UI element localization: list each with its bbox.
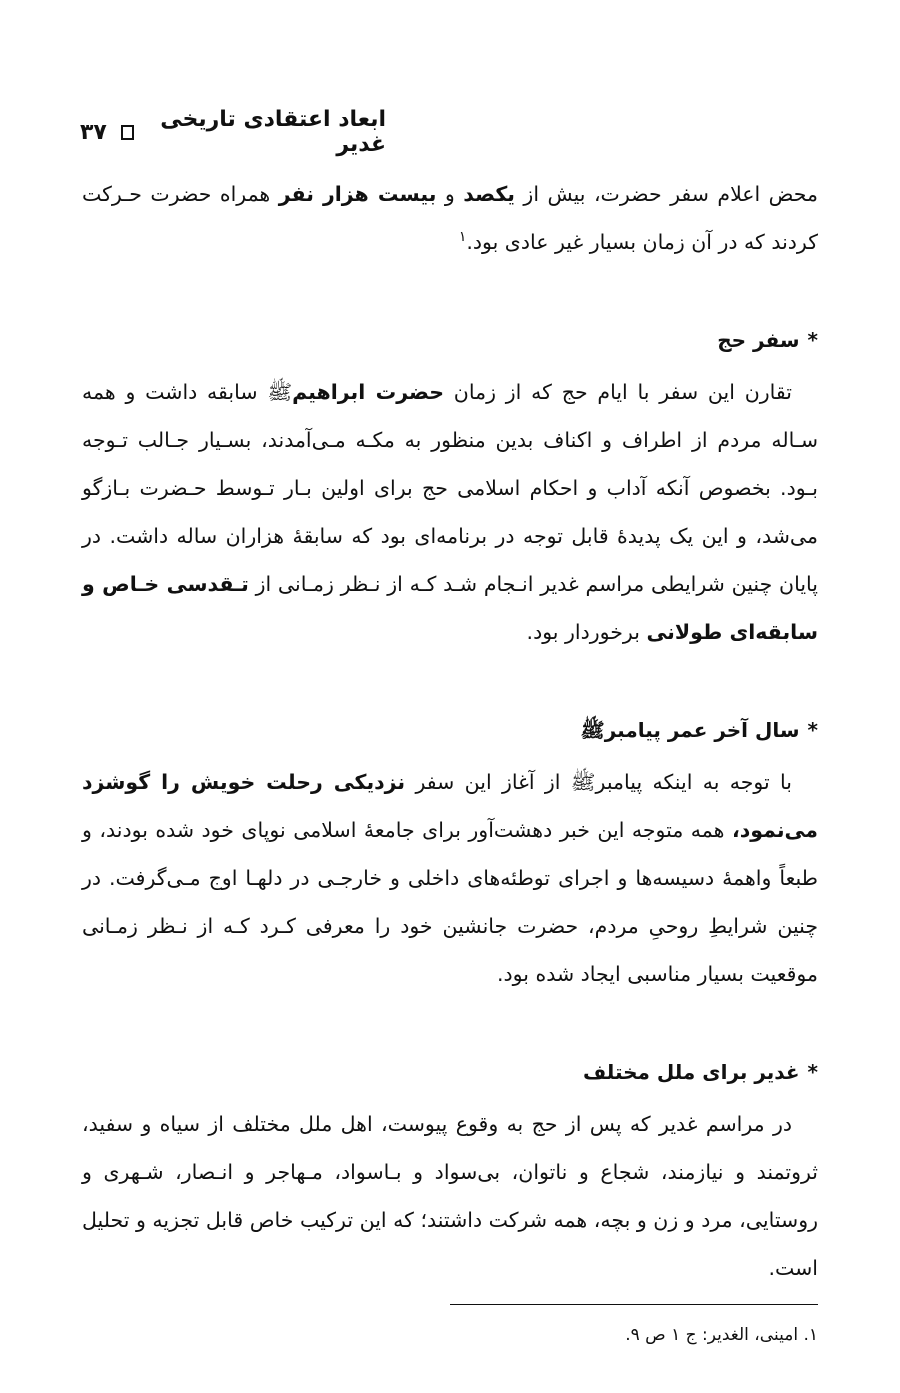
section-heading-nations — [82, 1052, 818, 1092]
hajj-text-1: تقارن این سفر با ایام حج که از زمان — [444, 380, 792, 404]
section-heading-text: سال آخر عمر پیامبرﷺ — [580, 718, 800, 742]
section-heading-hajj — [82, 320, 818, 360]
last-year-text-2: همه متوجه این خبر دهشت‌آور برای جامعهٔ اسلامی نوپای خود شده بودند، و طبعاً واهمهٔ دسیسه‌ها و اجرای توطئه‌های داخلی و خارجـی در دلهـا اوج مـی‌گرفت. در چنین شرایطِ روحیِ مردم، حضرت جانشین خود را معرفی کـرد کـه از نـظر زمـانی موقعیت بسیار مناسبی ایجاد شده بود. — [82, 818, 818, 986]
page-number: ۳۷ — [80, 119, 107, 145]
intro-text-1: محض اعلام سفر حضرت، بیش از — [514, 182, 819, 206]
hajj-bold-2: تـقدسی خـاص و سابقه‌ای طولانی — [82, 572, 818, 644]
last-year-paragraph — [82, 758, 818, 998]
header-title: ابعاد اعتقادی تاریخی غدیر — [160, 107, 386, 157]
footnote: ۱. امینی، الغدیر: ج ۱ ص ۹. — [625, 1325, 818, 1345]
page-content — [82, 170, 818, 1292]
asterisk-icon: * — [807, 328, 818, 352]
asterisk-icon: * — [807, 718, 818, 742]
asterisk-icon: * — [807, 1060, 818, 1084]
intro-bold-1: یکصد — [463, 182, 515, 206]
hajj-paragraph — [82, 368, 818, 656]
section-heading-text: غدیر برای ملل مختلف — [582, 1060, 800, 1084]
intro-bold-2: بیست هزار نفر — [278, 182, 437, 206]
footnote-divider — [450, 1304, 818, 1305]
last-year-bold-1: نزدیکی رحلت خویش را گوشزد می‌نمود، — [82, 770, 818, 842]
intro-text-2: و — [436, 182, 464, 206]
nations-text-1: در مراسم غدیر که پس از حج به وقوع پیوست، اهل ملل مختلف از سیاه و سفید، ثروتمند و نیازمند، شجاع و ناتوان، بی‌سواد و بـاسواد، مـهاجر و انـصار، شـهری و روستایی، مرد و زن و بچه، همه شرکت داشتند؛ که این ترکیب خاص قابل تجزیه و تحلیل است. — [82, 1112, 818, 1280]
hajj-text-2: ﷺ سابقه داشت و همه سـاله مردم از اطراف و اکناف بدین منظور به مکـه مـی‌آمدند، بسـیار جـالب تـوجه بـود. بخصوص آنکه آداب و احکام اسلامی حج برای اولین بـار تـوسط حـضرت بـازگو می‌شد، و این یک پدیدهٔ قابل توجه در برنامه‌ای بود که سابقهٔ هزاران ساله داشت. در پایان چنین شرایطی مراسم غدیر انـجام شـد کـه از نـظر زمـانی از — [82, 380, 818, 596]
hajj-bold-1: حضرت ابراهیم — [292, 380, 445, 404]
section-heading-text: سفر حج — [717, 328, 800, 352]
running-header — [80, 107, 386, 157]
hajj-text-3: برخوردار بود. — [526, 620, 647, 644]
nations-paragraph — [82, 1100, 818, 1292]
header-square-icon — [121, 125, 134, 140]
intro-text-3: همراه حضرت حـرکت کردند که در آن زمان بسیار غیر عادی بود. — [82, 182, 818, 254]
last-year-text-1: با توجه به اینکه پیامبرﷺ از آغاز این سفر — [405, 770, 792, 794]
section-heading-last-year — [82, 710, 818, 750]
intro-paragraph — [82, 170, 818, 266]
footnote-ref: ۱ — [458, 229, 467, 246]
